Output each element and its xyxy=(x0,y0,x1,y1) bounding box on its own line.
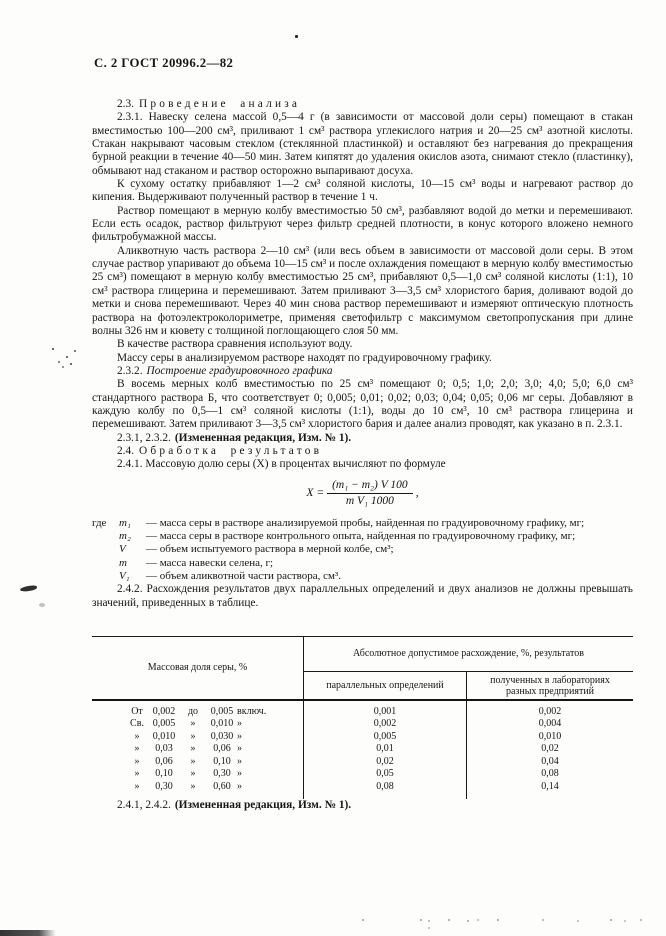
section-title: Обработка результатов xyxy=(139,444,323,457)
formula xyxy=(92,479,633,508)
section-number: 2.3.2. xyxy=(117,364,143,377)
heading-2-4 xyxy=(92,445,633,458)
table-col3-header: полученных в лабораториях разных предприятий xyxy=(490,674,610,697)
fraction-denominator: m V₁ 1000 xyxy=(345,494,394,507)
paragraph-aliquot: Аликвотную часть раствора 2—10 см³ (или весь объем в зависимости от массовой доли серы. В этом случае раствор упаривают до объема 10—15 см³ и после охлаждения помещают в мерную колбу вместимостью 25 см³) помещают в мерную колбу вместимостью 25 см³, прибавляют 0,5—1,0 см³ соляной кислоты (1:1), 10 см³ раствора глицерина и перемешивают. Затем приливают 3—3,5 см³ хлористого бария, доливают водой до метки и снова перемешивают. Через 40 мин снова раствор перемешивают и измеряют оптическую плотность раствора на фотоэлектроколориметре, применяя светофильтр с максимумом светопропускания при длине волны 326 нм и кювету с толщиной поглощающего слоя 50 мм. xyxy=(92,244,633,337)
range-suffix: включ. xyxy=(237,706,267,718)
range-to: 0,60 xyxy=(213,780,231,792)
range-to: 0,30 xyxy=(213,768,231,780)
table-cell: 0,010 xyxy=(538,730,562,742)
document-body xyxy=(92,98,633,813)
range-to: 0,06 xyxy=(213,743,231,755)
table-cell: 0,14 xyxy=(541,780,559,792)
paragraph-calibration: В восемь мерных колб вместимостью по 25 см³ помещают 0; 0,5; 1,0; 2,0; 3,0; 4,0; 5,0; 6,0 см³ стандартного раствора Б, что соответствует 0; 0,005; 0,01; 0,02; 0,03; 0,04; 0,05; 0,06 мг серы. Добавляют в каждую колбу по 0,5—1 см³ соляной кислоты (1:1), воды до 10 см³, 10 см³ раствора глицерина и перемешивают. Затем приливают 3—3,5 см³ хлористого бария и далее анализ проводят, как указано в п. 2.3.1. xyxy=(92,378,633,431)
scan-artifact-mark xyxy=(39,603,45,607)
range-to: 0,030 xyxy=(210,730,234,742)
paragraph-2-3-1: 2.3.1. Навеску селена массой 0,5—4 г (в зависимости от массовой доли серы) помещают в стакан вместимостью 100—200 см³, приливают 1 см³ раствора углекислого натрия и 20—25 см³ азотной кислоты. Стакан накрывают часовым стеклом (стеклянной пластинкой) и оставляют без нагревания до прекращения бурной реакции в течение 40—50 мин. Затем кипятят до удаления окислов азота, снимают стекло (пластинку), обмывают над стаканом и раствор осторожно выпаривают досуха. xyxy=(92,111,633,177)
table-header-right xyxy=(304,637,633,699)
table-row xyxy=(92,718,303,730)
range-from: 0,010 xyxy=(152,730,176,742)
section-title-italic: Построение градуировочного графика xyxy=(146,364,333,377)
definition-prefix xyxy=(92,530,119,543)
amendment-note-1 xyxy=(92,432,633,445)
definition-text: — объем испытуемого раствора в мерной колбе, см³; xyxy=(146,543,394,556)
range-suffix: » xyxy=(237,780,242,792)
range-prefix: » xyxy=(134,730,140,742)
range-suffix: » xyxy=(237,743,242,755)
table-cell: 0,001 xyxy=(373,706,397,718)
range-suffix: » xyxy=(237,768,242,780)
range-from: 0,03 xyxy=(155,743,173,755)
page-content xyxy=(92,56,633,813)
amendment-text: (Измененная редакция, Изм. № 1). xyxy=(174,799,352,812)
formula-tail: , xyxy=(415,486,419,499)
definition-prefix xyxy=(92,570,119,583)
paragraph-sulfur-mass: Массу серы в анализируемом растворе находят по градуировочному графику. xyxy=(117,351,492,364)
range-prefix: » xyxy=(134,755,140,767)
range-from: 0,10 xyxy=(155,768,173,780)
definition-text: — масса серы в растворе контрольного опыта, найденная по градуировочному графику, мг; xyxy=(146,529,576,542)
table-cell: 0,01 xyxy=(376,743,394,755)
range-mid: » xyxy=(190,743,196,755)
definition-row xyxy=(92,570,633,583)
section-number: 2.4. xyxy=(117,444,135,457)
amendment-sections: 2.3.1, 2.3.2. xyxy=(117,431,171,444)
range-suffix: » xyxy=(237,755,242,767)
fraction-numerator: (m₁ − m₂) V 100 xyxy=(327,479,413,494)
range-mid: » xyxy=(190,768,196,780)
table-col1-header: Массовая доля серы, % xyxy=(92,637,304,699)
heading-2-3-2 xyxy=(92,365,633,378)
definition-list xyxy=(92,517,633,584)
results-table xyxy=(92,636,633,799)
table-labs-column xyxy=(467,701,633,799)
definition-variable: V xyxy=(119,543,126,556)
definition-row xyxy=(92,530,633,543)
range-prefix: Св. xyxy=(130,718,144,730)
table-row xyxy=(92,768,303,780)
range-to: 0,005 xyxy=(210,706,234,718)
table-cell: 0,04 xyxy=(541,755,559,767)
definition-prefix xyxy=(92,543,119,556)
table-subheaders xyxy=(304,672,633,699)
range-mid: » xyxy=(190,718,196,730)
range-suffix: » xyxy=(237,718,242,730)
table-header xyxy=(92,637,633,701)
scan-artifact-dots xyxy=(362,919,364,921)
definition-text: — объем аликвотной части раствора, см³. xyxy=(146,570,342,582)
definition-row xyxy=(92,543,633,556)
range-from: 0,30 xyxy=(155,780,173,792)
range-mid: » xyxy=(190,730,196,742)
definition-variable: m₂ xyxy=(119,529,131,542)
amendment-sections: 2.4.1, 2.4.2. xyxy=(117,799,171,812)
table-row xyxy=(92,731,303,743)
table-parallel-column xyxy=(304,701,467,799)
table-cell: 0,005 xyxy=(373,730,397,742)
definition-row xyxy=(92,517,633,530)
table-cell: 0,004 xyxy=(538,718,562,730)
table-cell: 0,002 xyxy=(538,706,562,718)
table-col2-header: параллельных определений xyxy=(304,672,467,699)
definition-prefix: где xyxy=(92,516,107,529)
amendment-text: (Измененная редакция, Изм. № 1). xyxy=(174,431,352,444)
heading-2-3 xyxy=(92,98,633,111)
formula-lhs: X = xyxy=(306,486,325,499)
range-mid: до xyxy=(187,706,199,718)
scan-artifact-speckles xyxy=(52,348,54,350)
definition-variable: m₁ xyxy=(119,516,131,529)
range-to: 0,10 xyxy=(213,755,231,767)
scan-artifact-dot xyxy=(295,35,298,38)
paragraph-volumetric-flask: Раствор помещают в мерную колбу вместимостью 50 см³, разбавляют водой до метки и перемешивают. Если есть осадок, раствор фильтруют через фильтр средней плотности, в конус которого вложено немного фильтробумажной массы. xyxy=(92,204,633,244)
table-row xyxy=(92,756,303,768)
scan-artifact-smudge xyxy=(20,585,38,592)
paragraph-2-4-2: 2.4.2. Расхождения результатов двух параллельных определений и двух анализов не должны превышать значений, приведенных в таблице. xyxy=(92,583,633,609)
paragraph-2-4-1: 2.4.1. Массовую долю серы (X) в процентах вычисляют по формуле xyxy=(117,458,446,471)
range-from: 0,005 xyxy=(152,718,176,730)
table-body xyxy=(92,701,633,799)
range-prefix: От xyxy=(131,706,143,718)
range-from: 0,002 xyxy=(152,706,176,718)
table-cell: 0,08 xyxy=(541,768,559,780)
page-header: С. 2 ГОСТ 20996.2—82 xyxy=(94,56,234,70)
range-prefix: » xyxy=(134,768,140,780)
paragraph-dry-residue: К сухому остатку прибавляют 1—2 см³ соляной кислоты, 10—15 см³ воды и нагревают раствор до кипения. Выдерживают полученный раствор в течение 1 ч. xyxy=(92,178,633,204)
range-mid: » xyxy=(190,755,196,767)
table-cell: 0,02 xyxy=(376,755,394,767)
definition-variable: m xyxy=(119,556,127,569)
scan-artifact-corner xyxy=(0,930,56,936)
range-mid: » xyxy=(190,780,196,792)
fraction xyxy=(327,479,413,508)
section-title: Проведение анализа xyxy=(139,98,301,110)
amendment-note-2 xyxy=(92,799,633,812)
table-cell: 0,02 xyxy=(541,743,559,755)
definition-text: — масса навески селена, г; xyxy=(146,556,274,569)
range-prefix: » xyxy=(134,780,140,792)
definition-text: — масса серы в растворе анализируемой пробы, найденная по градуировочному графику, мг; xyxy=(146,516,585,529)
range-to: 0,010 xyxy=(210,718,234,730)
range-prefix: » xyxy=(134,743,140,755)
range-from: 0,06 xyxy=(155,755,173,767)
table-range-column xyxy=(92,701,304,799)
range-suffix: » xyxy=(237,730,242,742)
definition-prefix xyxy=(92,557,119,570)
table-cell: 0,002 xyxy=(373,718,397,730)
table-cell: 0,08 xyxy=(376,780,394,792)
definition-variable: V₁ xyxy=(119,570,130,582)
table-row xyxy=(92,743,303,755)
table-span-header: Абсолютное допустимое расхождение, %, результатов xyxy=(304,637,633,672)
table-row xyxy=(92,781,303,793)
table-cell: 0,05 xyxy=(376,768,394,780)
definition-row xyxy=(92,557,633,570)
section-number: 2.3. xyxy=(117,98,135,110)
paragraph-reference-solution: В качестве раствора сравнения используют воду. xyxy=(117,338,353,351)
table-row xyxy=(92,706,303,718)
